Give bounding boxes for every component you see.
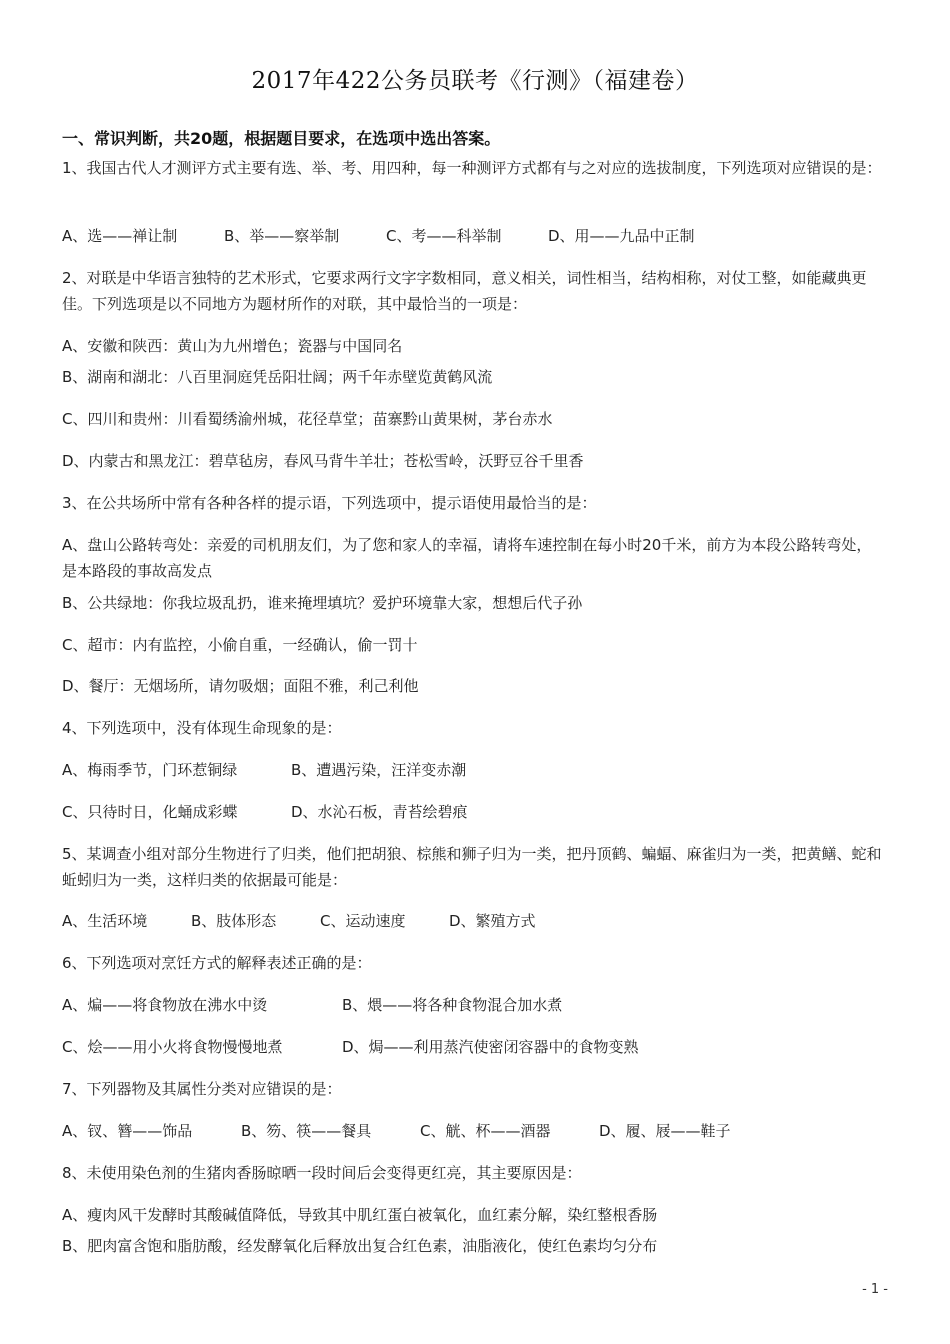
question-1-option-a[interactable]: A、选——禅让制	[62, 227, 178, 245]
question-1-option-b[interactable]: B、举——察举制	[224, 227, 340, 245]
question-8-option-a[interactable]: A、瘦肉风干发酵时其酸碱值降低，导致其中肌红蛋白被氧化，血红素分解，染红整根香肠	[62, 1206, 658, 1224]
question-3-option-d[interactable]: D、餐厅：无烟场所，请勿吸烟；面阻不雅，利己利他	[62, 677, 419, 695]
question-7-options	[62, 1118, 884, 1144]
question-1-option-d[interactable]: D、用——九品中正制	[548, 227, 695, 245]
question-3-option-a[interactable]: A、盘山公路转弯处：亲爱的司机朋友们，为了您和家人的幸福，请将车速控制在每小时20千米，前方为本段公路转弯处，是本路段的事故高发点	[62, 536, 872, 580]
question-7-stem: 7、下列器物及其属性分类对应错误的是：	[62, 1080, 342, 1098]
page-number: - 1 -	[862, 1282, 888, 1297]
question-4-option-b[interactable]: B、遭遇污染，汪洋变赤潮	[291, 761, 467, 779]
question-4-options-row-2	[62, 799, 884, 825]
question-5-option-c[interactable]: C、运动速度	[320, 912, 406, 930]
question-6-stem: 6、下列选项对烹饪方式的解释表述正确的是：	[62, 954, 372, 972]
question-8-option-b[interactable]: B、肥肉富含饱和脂肪酸，经发酵氧化后释放出复合红色素，油脂液化，使红色素均匀分布	[62, 1237, 658, 1255]
question-2-stem: 2、对联是中华语言独特的艺术形式，它要求两行文字字数相同，意义相关，词性相当，结构相称，对仗工整，如能藏典更佳。下列选项是以不同地方为题材所作的对联，其中最恰当的一项是：	[62, 269, 867, 313]
question-5-stem: 5、某调查小组对部分生物进行了归类，他们把胡狼、棕熊和狮子归为一类，把丹顶鹤、蝙蝠、麻雀归为一类，把黄鳝、蛇和蚯蚓归为一类，这样归类的依据最可能是：	[62, 845, 882, 889]
question-3-option-c[interactable]: C、超市：内有监控，小偷自重，一经确认，偷一罚十	[62, 636, 418, 654]
question-3-option-b[interactable]: B、公共绿地：你我垃圾乱扔，谁来掩埋填坑？爱护环境靠大家，想想后代子孙	[62, 594, 583, 612]
question-4-option-c[interactable]: C、只待时日，化蛹成彩蝶	[62, 803, 238, 821]
document-title: 2017年422公务员联考《行测》（福建卷）	[251, 68, 699, 94]
question-2-option-d[interactable]: D、内蒙古和黑龙江：碧草毡房，春风马背牛羊壮；苍松雪岭，沃野豆谷千里香	[62, 452, 584, 470]
question-1-stem: 1、我国古代人才测评方式主要有选、举、考、用四种，每一种测评方式都有与之对应的选拔制度，下列选项对应错误的是：	[62, 159, 882, 177]
question-5-option-a[interactable]: A、生活环境	[62, 912, 148, 930]
question-6-options-row-1	[62, 992, 884, 1018]
question-1-options	[62, 223, 884, 249]
question-7-option-c[interactable]: C、觥、杯——酒器	[420, 1122, 551, 1140]
question-6-option-a[interactable]: A、煸——将食物放在沸水中烫	[62, 996, 268, 1014]
question-6-options-row-2	[62, 1034, 884, 1060]
question-2-option-a[interactable]: A、安徽和陕西：黄山为九州增色；瓷器与中国同名	[62, 337, 403, 355]
question-2-option-c[interactable]: C、四川和贵州：川看蜀绣渝州城，花径草堂；苗寨黔山黄果树，茅台赤水	[62, 410, 553, 428]
question-6-option-d[interactable]: D、焗——利用蒸汽使密闭容器中的食物变熟	[342, 1038, 639, 1056]
question-6-option-b[interactable]: B、煨——将各种食物混合加水煮	[342, 996, 563, 1014]
question-1-option-c[interactable]: C、考——科举制	[386, 227, 502, 245]
question-8-stem: 8、未使用染色剂的生猪肉香肠晾晒一段时间后会变得更红亮，其主要原因是：	[62, 1164, 582, 1182]
question-4-stem: 4、下列选项中，没有体现生命现象的是：	[62, 719, 342, 737]
question-4-option-d[interactable]: D、水沁石板，青苔绘碧痕	[291, 803, 468, 821]
question-5-option-d[interactable]: D、繁殖方式	[449, 912, 536, 930]
question-4-option-a[interactable]: A、梅雨季节，门环惹铜绿	[62, 761, 238, 779]
question-5-options	[62, 908, 884, 934]
section-heading: 一、常识判断，共20题，根据题目要求，在选项中选出答案。	[62, 129, 501, 148]
question-6-option-c[interactable]: C、烩——用小火将食物慢慢地煮	[62, 1038, 283, 1056]
question-7-option-b[interactable]: B、笏、筷——餐具	[241, 1122, 372, 1140]
question-3-stem: 3、在公共场所中常有各种各样的提示语，下列选项中，提示语使用最恰当的是：	[62, 494, 597, 512]
question-7-option-a[interactable]: A、钗、簪——饰品	[62, 1122, 193, 1140]
question-4-options-row-1	[62, 757, 884, 783]
question-2-option-b[interactable]: B、湖南和湖北：八百里洞庭凭岳阳壮阔；两千年赤壁览黄鹤风流	[62, 368, 493, 386]
question-5-option-b[interactable]: B、肢体形态	[191, 912, 277, 930]
question-7-option-d[interactable]: D、履、屐——鞋子	[599, 1122, 731, 1140]
